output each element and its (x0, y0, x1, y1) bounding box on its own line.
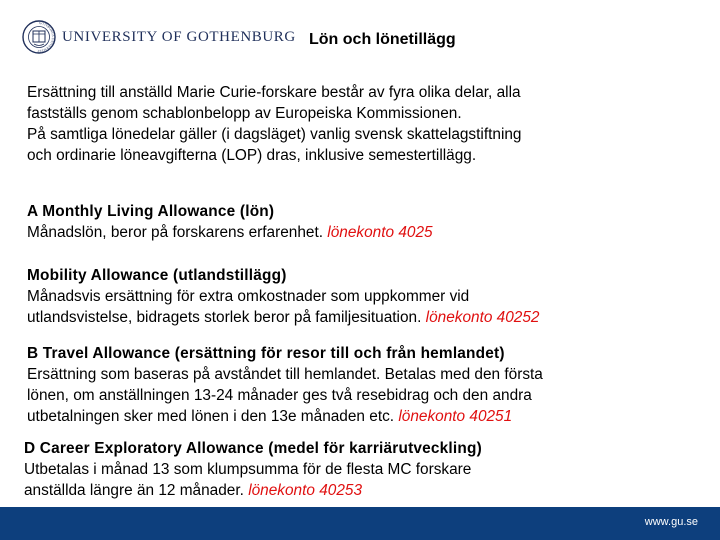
section-monthly-living-allowance (27, 201, 433, 243)
website-link[interactable]: www.gu.se (644, 516, 698, 528)
section-text: anställda längre än 12 månader. lönekonto 40253 (24, 482, 363, 499)
section-heading: A Monthly Living Allowance (lön) (27, 203, 275, 220)
intro-paragraph (27, 82, 521, 166)
intro-line: fastställs genom schablonbelopp av Europeiska Kommissionen. (27, 105, 462, 122)
page-title: Lön och lönetillägg (309, 31, 456, 48)
university-name: UNIVERSITY OF GOTHENBURG (62, 28, 296, 45)
account-code: lönekonto 40251 (398, 408, 513, 425)
section-heading: B Travel Allowance (ersättning för resor till och från hemlandet) (27, 345, 505, 362)
section-text: Ersättning som baseras på avståndet till hemlandet. Betalas med den första (27, 366, 543, 383)
intro-line: och ordinarie löneavgifterna (LOP) dras, inklusive semestertillägg. (27, 147, 477, 164)
section-text: Månadslön, beror på forskarens erfarenhet. lönekonto 4025 (27, 224, 433, 241)
account-code: lönekonto 40253 (248, 482, 363, 499)
intro-line: Ersättning till anställd Marie Curie-forskare består av fyra olika delar, alla (27, 84, 521, 101)
account-code: lönekonto 40252 (425, 309, 540, 326)
footer-bar (0, 507, 720, 540)
intro-line: På samtliga lönedelar gäller (i dagsläget) vanlig svensk skattelagstiftning (27, 126, 522, 143)
account-code: lönekonto 4025 (327, 224, 433, 241)
university-seal-icon (22, 20, 56, 54)
university-logo (22, 20, 296, 54)
section-mobility-allowance (27, 265, 539, 328)
section-heading: D Career Exploratory Allowance (medel för karriärutveckling) (24, 440, 482, 457)
section-career-exploratory-allowance (24, 438, 482, 501)
section-text: utbetalningen sker med lönen i den 13e månaden etc. lönekonto 40251 (27, 408, 513, 425)
section-text: utlandsvistelse, bidragets storlek beror på familjesituation. lönekonto 40252 (27, 309, 540, 326)
section-text: lönen, om anställningen 13-24 månader ges två resebidrag och den andra (27, 387, 532, 404)
section-text: Utbetalas i månad 13 som klumpsumma för de flesta MC forskare (24, 461, 472, 478)
section-heading: Mobility Allowance (utlandstillägg) (27, 267, 287, 284)
svg-text:GÖTEBORGS UNIVERSITET: GÖTEBORGS UNIVERSITET (37, 20, 56, 54)
section-travel-allowance (27, 343, 543, 427)
section-text: Månadsvis ersättning för extra omkostnader som uppkommer vid (27, 288, 470, 305)
